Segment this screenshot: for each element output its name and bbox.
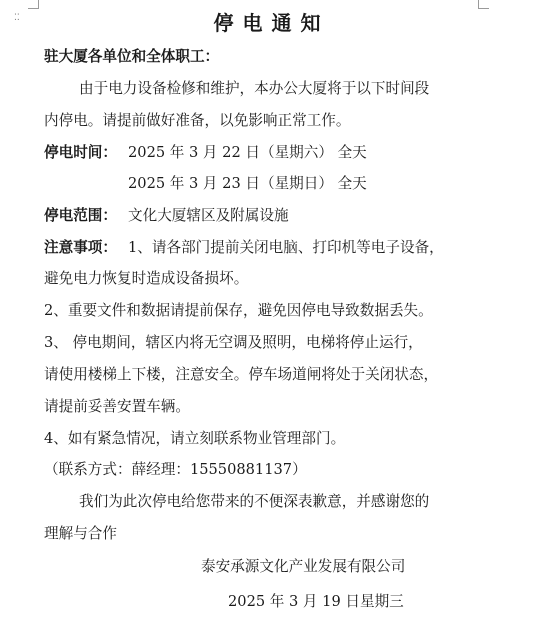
notes-label: 注意事项： xyxy=(44,239,117,256)
range-label: 停电范围： xyxy=(44,207,117,224)
time-label: 停电时间： xyxy=(44,144,117,161)
notice-title: 停电通知 xyxy=(213,11,330,35)
page-corner-mark-right xyxy=(478,0,489,9)
signature-company: 泰安承源文化产业发展有限公司 xyxy=(201,558,406,575)
note-3-line-2: 请使用楼梯上下楼，注意安全。停车场道闸将处于关闭状态， xyxy=(44,366,439,383)
closing-line-1: 我们为此次停电给您带来的不便深表歉意，并感谢您的 xyxy=(79,493,430,510)
page-corner-mark-left xyxy=(28,0,39,9)
salutation: 驻大厦各单位和全体职工： xyxy=(44,48,220,65)
time-value-1: 2025 年 3 月 22 日（星期六） 全天 xyxy=(128,144,367,161)
range-value: 文化大厦辖区及附属设施 xyxy=(128,207,289,224)
note-2: 2、重要文件和数据请提前保存，避免因停电导致数据丢失。 xyxy=(44,302,433,319)
intro-line-2: 内停电。请提前做好准备，以免影响正常工作。 xyxy=(44,112,351,129)
intro-line-1: 由于电力设备检修和维护，本办公大厦将于以下时间段 xyxy=(79,80,430,97)
time-value-2: 2025 年 3 月 23 日（星期日） 全天 xyxy=(128,175,367,192)
note-1-line-2: 避免电力恢复时造成设备损坏。 xyxy=(44,270,249,287)
drag-handle-icon[interactable]: ⁚⁚ xyxy=(14,13,20,23)
note-4: 4、如有紧急情况，请立刻联系物业管理部门。 xyxy=(44,430,346,447)
note-3-line-3: 请提前妥善安置车辆。 xyxy=(44,398,190,415)
signature-date: 2025 年 3 月 19 日星期三 xyxy=(228,593,404,610)
note-3-line-1: 3、 停电期间，辖区内将无空调及照明，电梯将停止运行， xyxy=(44,334,423,351)
closing-line-2: 理解与合作 xyxy=(44,525,117,542)
contact-info: （联系方式：薛经理：15550881137） xyxy=(44,461,307,478)
note-1-line-1: 1、请各部门提前关闭电脑、打印机等电子设备， xyxy=(128,239,444,256)
